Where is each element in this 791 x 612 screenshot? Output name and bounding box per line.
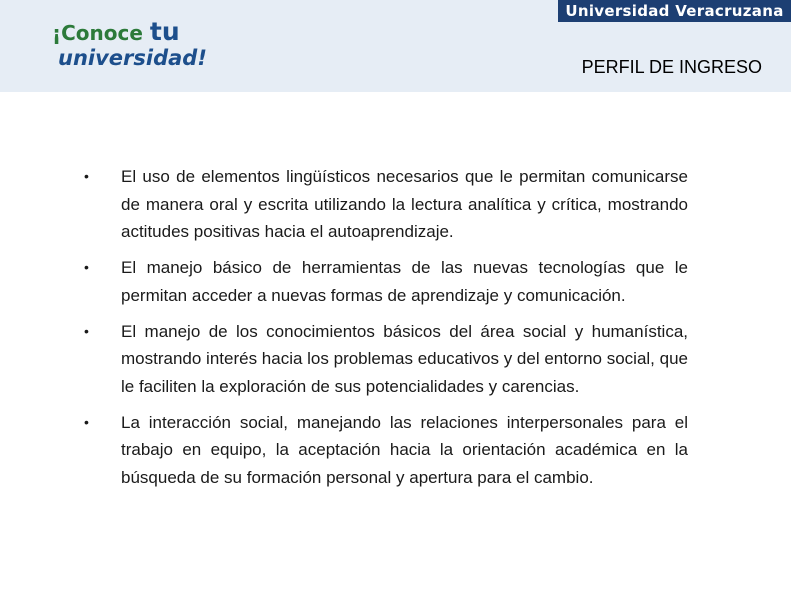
bullet-icon: • — [84, 322, 89, 339]
bullet-icon: • — [84, 168, 89, 184]
list-item — [84, 318, 688, 401]
profile-list — [84, 163, 688, 500]
header-bar — [0, 0, 791, 92]
logo-tu: tu — [149, 17, 180, 46]
bullet-icon: • — [84, 259, 89, 275]
list-item-text: El uso de elementos lingüísticos necesarios que le permitan comunicarse de manera oral y escrita utilizando la lectura analítica y crítica, mostrando actitudes positivas hacia el autoaprendizaje. — [121, 167, 688, 241]
logo-line2: universidad! — [58, 46, 207, 70]
list-item-text: El manejo básico de herramientas de las nuevas tecnologías que le permitan acceder a nuevas formas de aprendizaje y comunicación. — [121, 258, 688, 305]
page-title: PERFIL DE INGRESO — [581, 57, 762, 77]
conoce-tu-universidad-logo — [52, 18, 212, 74]
list-item-text: El manejo de los conocimientos básicos del área social y humanística, mostrando interés hacia los problemas educativos y del entorno social, que le faciliten la exploración de sus potencialidades y carencias. — [121, 321, 688, 396]
logo-prefix: ¡Conoce — [52, 21, 143, 45]
list-item — [84, 254, 688, 309]
list-item-text: La interacción social, manejando las relaciones interpersonales para el trabajo en equipo, la aceptación hacia la orientación académica en la búsqueda de su formación personal y apertura para el cambio. — [121, 412, 688, 487]
university-banner: Universidad Veracruzana — [558, 0, 791, 22]
bullet-icon: • — [84, 413, 89, 430]
list-item — [84, 409, 688, 492]
logo-line1 — [52, 18, 180, 47]
list-item — [84, 163, 688, 246]
